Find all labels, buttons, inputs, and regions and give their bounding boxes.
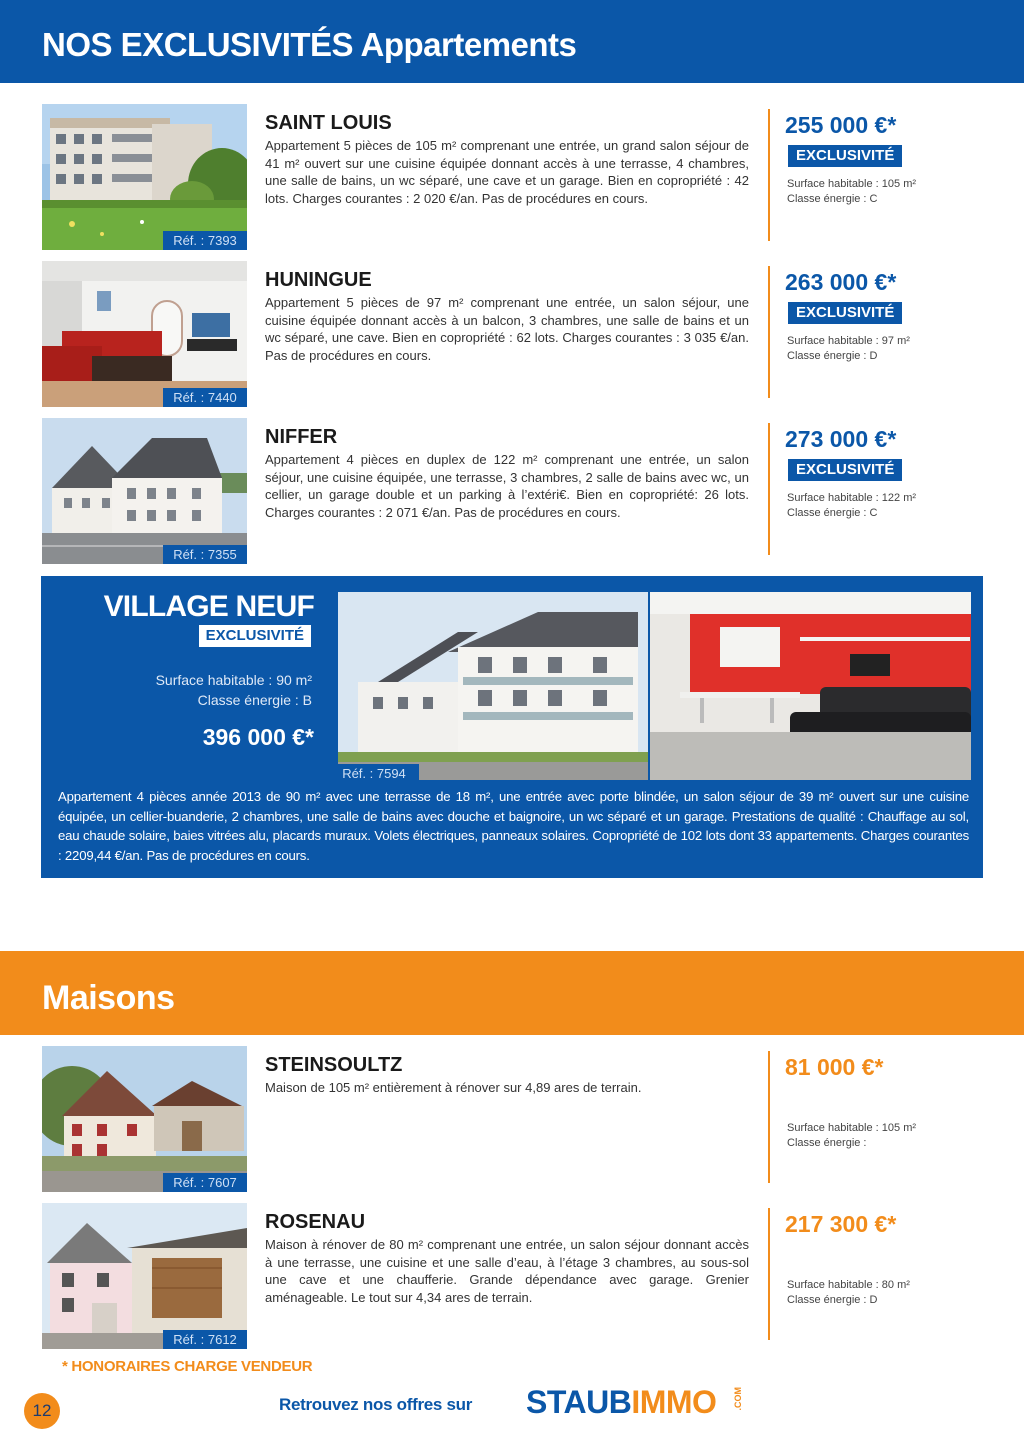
fee-footnote: * HONORAIRES CHARGE VENDEUR	[62, 1358, 313, 1375]
listing-huningue[interactable]	[42, 261, 982, 407]
ref-badge: Réf. : 7612	[163, 1330, 247, 1349]
listing-details	[787, 1278, 910, 1308]
featured-details	[156, 670, 312, 710]
surface-text: Surface habitable : 80 m²	[787, 1279, 910, 1291]
listing-photo[interactable]	[42, 1046, 247, 1192]
listing-photo[interactable]	[42, 418, 247, 564]
listing-price: 81 000 €*	[785, 1054, 884, 1080]
logo-part-staub: STAUB	[526, 1384, 632, 1420]
listing-description: Appartement 5 pièces de 97 m² comprenant une entrée, un salon séjour, une cuisine équipée donnant accès à un balcon, 3 chambres, une salle de bains et un wc séparé, une cave. Bien en copropriété : 62 lots. Charges courantes : 3 035 €/an. Pas de procédures en cours.	[265, 295, 749, 363]
exclusivite-badge: EXCLUSIVITÉ	[788, 145, 902, 167]
listing-description: Appartement 4 pièces en duplex de 122 m² comprenant une entrée, un salon séjour, une cuisine équipée, une terrasse, 3 chambres, 2 salle de bains avec wc, un cellier, un garage double et un parking à l’extéri€. Bien en copropriété: 26 lots. Charges courantes : 2 071 €/an. Pas de procédures en cours.	[265, 452, 749, 520]
listing-price: 263 000 €*	[785, 269, 897, 295]
exclusivite-badge: EXCLUSIVITÉ	[788, 459, 902, 481]
surface-text: Surface habitable : 90 m²	[155, 672, 312, 688]
energy-class-text: Classe énergie :	[787, 1137, 867, 1149]
logo-part-com: .COM	[733, 1387, 743, 1411]
surface-text: Surface habitable : 105 m²	[787, 1122, 917, 1134]
staubimmo-logo[interactable]	[526, 1384, 743, 1428]
listing-details	[787, 491, 916, 521]
listing-price: 255 000 €*	[785, 112, 897, 138]
ref-badge: Réf. : 7355	[163, 545, 247, 564]
featured-photo-exterior[interactable]	[338, 592, 648, 780]
listing-photo[interactable]	[42, 261, 247, 407]
page-title: NOS EXCLUSIVITÉS Appartements	[42, 26, 577, 63]
price-column	[768, 423, 968, 555]
listing-photo[interactable]	[42, 104, 247, 250]
listing-price: 273 000 €*	[785, 426, 897, 452]
listing-title: STEINSOULTZ	[265, 1054, 403, 1076]
listing-title: HUNINGUE	[265, 269, 372, 291]
maisons-header-bar	[0, 951, 1024, 1035]
listing-details	[787, 1121, 916, 1151]
listing-description: Maison de 105 m² entièrement à rénover sur 4,89 ares de terrain.	[265, 1080, 642, 1095]
listing-title: SAINT LOUIS	[265, 112, 392, 134]
ref-badge: Réf. : 7393	[163, 231, 247, 250]
surface-text: Surface habitable : 122 m²	[787, 492, 917, 504]
ref-badge: Réf. : 7440	[163, 388, 247, 407]
header-bar	[0, 0, 1024, 83]
energy-class-text: Classe énergie : C	[787, 507, 878, 519]
featured-description: Appartement 4 pièces année 2013 de 90 m² avec une terrasse de 18 m², une entrée avec porte blindée, un salon séjour de 39 m² ouvert sur une cuisine équipée, un cellier-buanderie, 2 chambres, une salle de bains avec douche et baignoire, un wc séparé et un garage. Prestations de qualité : Chauffage au sol, eau chaude solaire, baies vitrées alu, placards muraux. Volets électriques, panneaux solaires. Copropriété de 102 lots dont 33 appartements. Charges courantes : 2209,44 €/an. Pas de procédures en cours.	[58, 789, 969, 863]
listing-title: NIFFER	[265, 426, 338, 448]
exclusivite-badge: EXCLUSIVITÉ	[199, 625, 311, 647]
exclusivite-badge: EXCLUSIVITÉ	[788, 302, 902, 324]
listing-saint-louis[interactable]	[42, 104, 982, 250]
ref-badge: Réf. : 7607	[163, 1173, 247, 1192]
listing-steinsoultz[interactable]	[42, 1046, 982, 1192]
footer-tagline: Retrouvez nos offres sur	[279, 1395, 473, 1414]
ref-badge: Réf. : 7594	[329, 764, 419, 783]
listing-details	[787, 334, 910, 364]
price-column	[768, 1051, 968, 1183]
energy-class-text: Classe énergie : B	[197, 692, 312, 708]
listing-description: Appartement 5 pièces de 105 m² comprenant une entrée, un grand salon séjour de 41 m² ouvert sur une cuisine équipée donnant accès à une terrasse, 4 chambres, une salle de bains, un wc séparé, une cave et un garage. Bien en copropriété : 42 lots. Charges courantes : 2 020 €/an. Pas de procédures en cours.	[265, 138, 749, 206]
listing-price: 217 300 €*	[785, 1211, 897, 1237]
price-column	[768, 1208, 968, 1340]
listing-title: ROSENAU	[265, 1211, 366, 1233]
listing-description: Maison à rénover de 80 m² comprenant une entrée, un salon séjour donnant accès à une terrasse, une cuisine et une salle d’eau, à l’étage 3 chambres, au sous-sol une cave et une chaufferie. Grande dépendance avec garage. Grenier aménageable. Le tout sur 4,34 ares de terrain.	[265, 1237, 749, 1305]
featured-photo-interior[interactable]	[650, 592, 971, 780]
listing-rosenau[interactable]	[42, 1203, 982, 1349]
surface-text: Surface habitable : 97 m²	[787, 335, 910, 347]
price-column	[768, 266, 968, 398]
energy-class-text: Classe énergie : C	[787, 193, 878, 205]
featured-listing[interactable]	[41, 576, 983, 878]
listing-details	[787, 177, 916, 207]
logo-part-immo: IMMO	[631, 1384, 717, 1420]
page-number: 12	[24, 1393, 60, 1429]
listing-photo[interactable]	[42, 1203, 247, 1349]
listing-niffer[interactable]	[42, 418, 982, 564]
featured-price: 396 000 €*	[202, 724, 314, 750]
section-title: Maisons	[42, 979, 175, 1017]
energy-class-text: Classe énergie : D	[787, 1294, 878, 1306]
energy-class-text: Classe énergie : D	[787, 350, 878, 362]
price-column	[768, 109, 968, 241]
featured-title: VILLAGE NEUF	[103, 590, 314, 623]
surface-text: Surface habitable : 105 m²	[787, 178, 917, 190]
